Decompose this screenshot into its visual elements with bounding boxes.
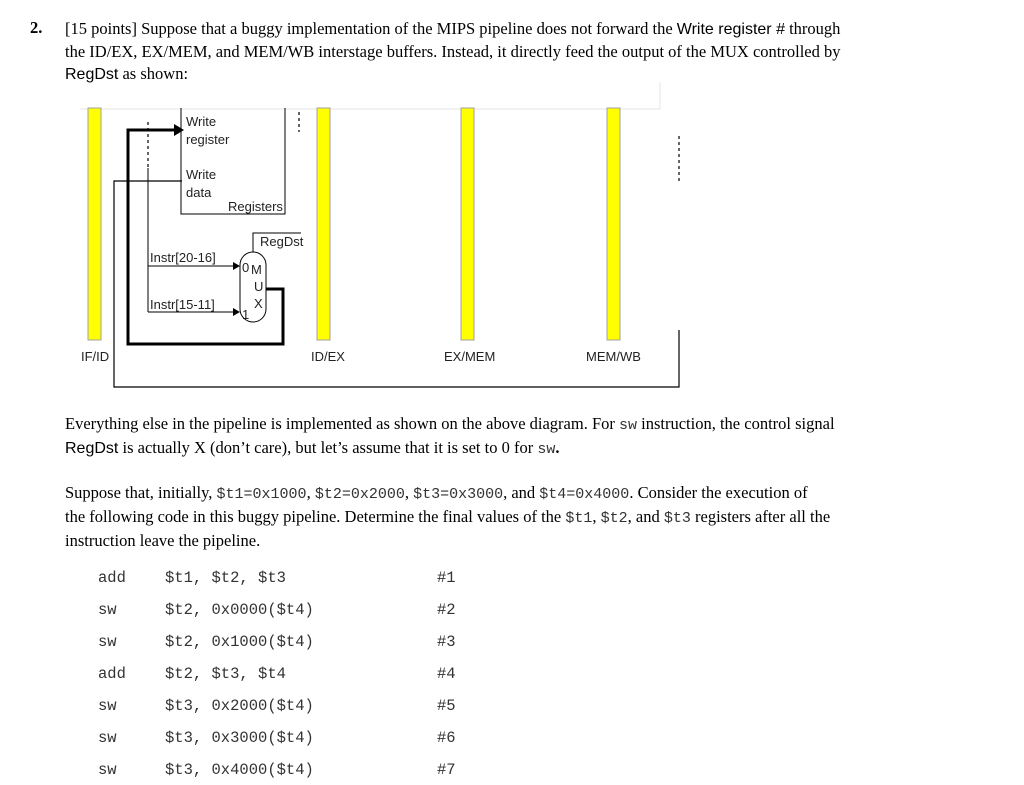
paragraph-initial-values — [65, 482, 965, 552]
intro-regdst: RegDst — [65, 66, 119, 83]
para3-t3-value: $t3=0x3000 — [413, 486, 504, 503]
intro-text-2: through — [784, 19, 841, 38]
para3-sep-2: , — [404, 483, 414, 502]
arrow-instr-15-11 — [233, 308, 240, 316]
intro-write-register: Write register # — [676, 21, 785, 38]
para2-sw-code-2: sw — [537, 441, 556, 458]
mux-letter-x: X — [254, 296, 263, 311]
para3-t1: $t1 — [565, 510, 593, 527]
write-data-label-1: Write — [186, 167, 217, 182]
code-args: $t3, 0x4000($t4) — [165, 761, 314, 779]
para3-t2-value: $t2=0x2000 — [314, 486, 405, 503]
code-op: sw — [98, 601, 117, 619]
code-line-number: #7 — [437, 761, 456, 779]
write-register-label-2: register — [186, 132, 230, 147]
code-line-number: #3 — [437, 633, 456, 651]
id-ex-register — [317, 108, 330, 340]
para3-and-2: , and — [627, 507, 664, 526]
para3-text: Suppose that, initially, — [65, 483, 217, 502]
para3-text-3: the following code in this buggy pipeline. Determine the final values of the — [65, 507, 566, 526]
code-line-number: #4 — [437, 665, 456, 683]
para3-and: , and — [503, 483, 540, 502]
stage-label-mem-wb: MEM/WB — [586, 349, 641, 364]
mux-letter-m: M — [251, 262, 262, 277]
mux-letter-u: U — [254, 279, 264, 294]
para3-t3: $t3 — [663, 510, 691, 527]
para2-regdst: RegDst — [65, 440, 119, 457]
write-register-label-1: Write — [186, 114, 217, 129]
code-args: $t2, 0x1000($t4) — [165, 633, 314, 651]
intro-text-3: the ID/EX, EX/MEM, and MEM/WB interstage buffers. Instead, it directly feed the output of the MUX controlled by — [65, 42, 841, 61]
code-op: add — [98, 569, 126, 587]
question-number: 2. — [30, 18, 43, 37]
mux-input-1-label: 1 — [242, 307, 250, 322]
mem-wb-register — [607, 108, 620, 340]
para3-text-5: instruction leave the pipeline. — [65, 531, 261, 550]
stage-label-id-ex: ID/EX — [311, 349, 345, 364]
instr-15-11-label: Instr[15-11] — [150, 297, 215, 312]
para2-text-3: is actually X (don’t care), but let’s assume that it is set to 0 for — [118, 438, 538, 457]
code-op: sw — [98, 729, 117, 747]
stage-label-ex-mem: EX/MEM — [444, 349, 496, 364]
instr-20-16-label: Instr[20-16] — [150, 250, 216, 265]
code-line-number: #1 — [437, 569, 456, 587]
para3-text-4: registers after all the — [690, 507, 831, 526]
code-args: $t1, $t2, $t3 — [165, 569, 286, 587]
intro-text-4: as shown: — [118, 64, 189, 83]
para2-period: . — [555, 438, 560, 457]
para3-t1-value: $t1=0x1000 — [216, 486, 307, 503]
paragraph-regdst — [65, 413, 965, 461]
mux-input-0-label: 0 — [242, 260, 250, 275]
code-args: $t3, 0x3000($t4) — [165, 729, 314, 747]
registers-label: Registers — [228, 199, 283, 214]
para3-text-2: . Consider the execution of — [629, 483, 808, 502]
code-line-number: #6 — [437, 729, 456, 747]
ex-mem-register — [461, 108, 474, 340]
if-id-register — [88, 108, 101, 340]
arrow-write-register — [174, 124, 184, 136]
code-op: sw — [98, 697, 117, 715]
write-data-label-2: data — [186, 185, 212, 200]
para3-t2: $t2 — [600, 510, 628, 527]
para2-text: Everything else in the pipeline is implemented as shown on the above diagram. For — [65, 414, 619, 433]
stage-label-if-id: IF/ID — [81, 349, 110, 364]
code-args: $t2, 0x0000($t4) — [165, 601, 314, 619]
question-intro — [65, 18, 965, 86]
para3-sep-3: , — [592, 507, 601, 526]
para3-t4-value: $t4=0x4000 — [539, 486, 630, 503]
code-line-number: #5 — [437, 697, 456, 715]
para2-text-2: instruction, the control signal — [637, 414, 835, 433]
para3-sep: , — [306, 483, 315, 502]
pipeline-diagram — [80, 82, 680, 392]
code-line-number: #2 — [437, 601, 456, 619]
code-args: $t2, $t3, $t4 — [165, 665, 286, 683]
arrow-instr-20-16 — [233, 262, 240, 270]
code-op: add — [98, 665, 126, 683]
intro-text: [15 points] Suppose that a buggy implementation of the MIPS pipeline does not forward the — [65, 19, 677, 38]
code-op: sw — [98, 633, 117, 651]
code-op: sw — [98, 761, 117, 779]
code-args: $t3, 0x2000($t4) — [165, 697, 314, 715]
para2-sw-code: sw — [619, 417, 638, 434]
regdst-label: RegDst — [260, 234, 304, 249]
